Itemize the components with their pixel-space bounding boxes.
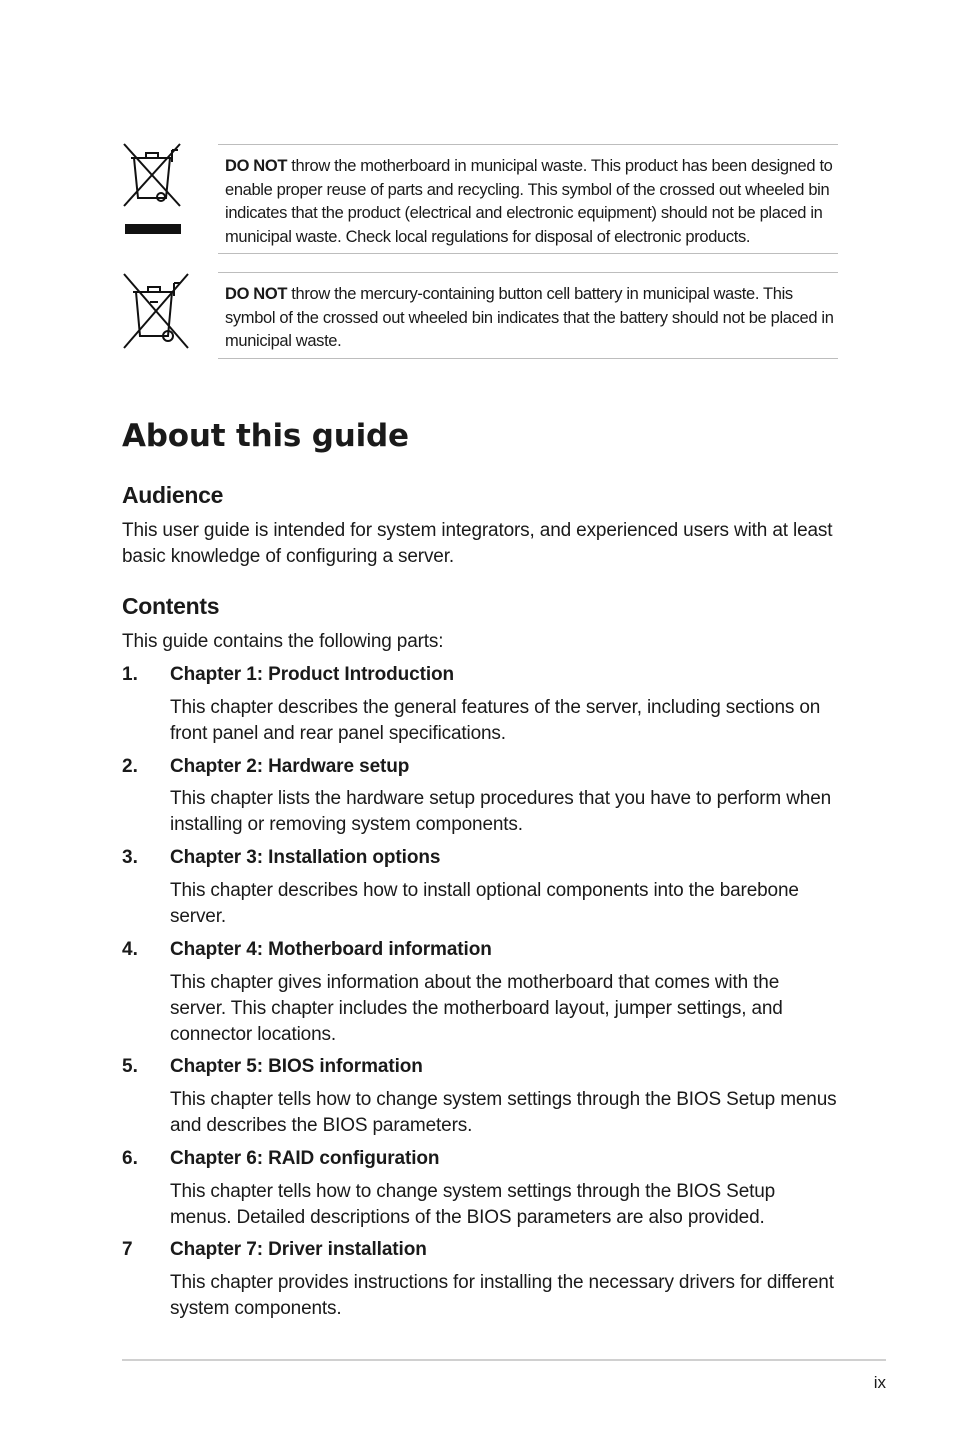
- chapter-title: Chapter 4: Motherboard information: [170, 939, 492, 960]
- chapter-description: This chapter gives information about the motherboard that comes with the server. This chapter includes the motherboard layout, jumper settings, and connector locations.: [170, 972, 783, 1045]
- do-not-label: DO NOT: [225, 285, 288, 303]
- chapter-number: 7: [122, 1239, 133, 1260]
- chapter-number: 4.: [122, 939, 138, 960]
- chapter-title: Chapter 2: Hardware setup: [170, 756, 410, 777]
- notice-battery: [218, 272, 838, 359]
- chapter-title: Chapter 1: Product Introduction: [170, 664, 455, 685]
- chapter-description: This chapter provides instructions for installing the necessary drivers for different system components.: [170, 1272, 834, 1319]
- chapter-number: 5.: [122, 1056, 138, 1077]
- page-number: ix: [873, 1373, 886, 1392]
- chapter-number: 1.: [122, 664, 138, 685]
- notice-battery-text: [218, 283, 838, 354]
- chapter-number: 2.: [122, 756, 138, 777]
- audience-heading: Audience: [122, 482, 224, 508]
- crossed-battery-bin-icon: [122, 272, 192, 350]
- chapter-title: Chapter 5: BIOS information: [170, 1056, 423, 1077]
- chapter-description: This chapter describes how to install optional components into the barebone server.: [170, 880, 799, 927]
- chapter-title: Chapter 6: RAID configuration: [170, 1148, 440, 1169]
- page-title: About this guide: [122, 418, 409, 454]
- audience-text: This user guide is intended for system integrators, and experienced users with at least basic knowledge of configuring a server.: [122, 520, 833, 567]
- chapter-description: This chapter tells how to change system settings through the BIOS Setup menus and describes the BIOS parameters.: [170, 1089, 837, 1136]
- contents-heading: Contents: [122, 593, 220, 619]
- notice-motherboard: [218, 144, 838, 254]
- chapter-number: 6.: [122, 1148, 138, 1169]
- notice-body: throw the motherboard in municipal waste. This product has been designed to enable proper reuse of parts and recycling. This symbol of the crossed out wheeled bin indicates that the product (electrical and electronic equipment) should not be placed in municipal waste. Check local regulations for disposal of electronic products.: [225, 157, 833, 246]
- footer-rule: [122, 1359, 886, 1361]
- notice-motherboard-text: [218, 155, 838, 249]
- chapter-description: This chapter tells how to change system settings through the BIOS Setup menus. Detailed descriptions of the BIOS parameters are also provided.: [170, 1181, 776, 1228]
- contents-intro: This guide contains the following parts:: [122, 631, 444, 652]
- chapter-description: This chapter lists the hardware setup procedures that you have to perform when installing or removing system components.: [170, 788, 832, 835]
- notice-body: throw the mercury-containing button cell battery in municipal waste. This symbol of the crossed out wheeled bin indicates that the battery should not be placed in municipal waste.: [225, 285, 834, 350]
- chapter-title: Chapter 3: Installation options: [170, 847, 441, 868]
- chapter-number: 3.: [122, 847, 138, 868]
- do-not-label: DO NOT: [225, 157, 288, 175]
- chapter-title: Chapter 7: Driver installation: [170, 1239, 427, 1260]
- chapter-description: This chapter describes the general features of the server, including sections on front panel and rear panel specifications.: [170, 697, 821, 744]
- crossed-wheeled-bin-icon: [122, 140, 184, 236]
